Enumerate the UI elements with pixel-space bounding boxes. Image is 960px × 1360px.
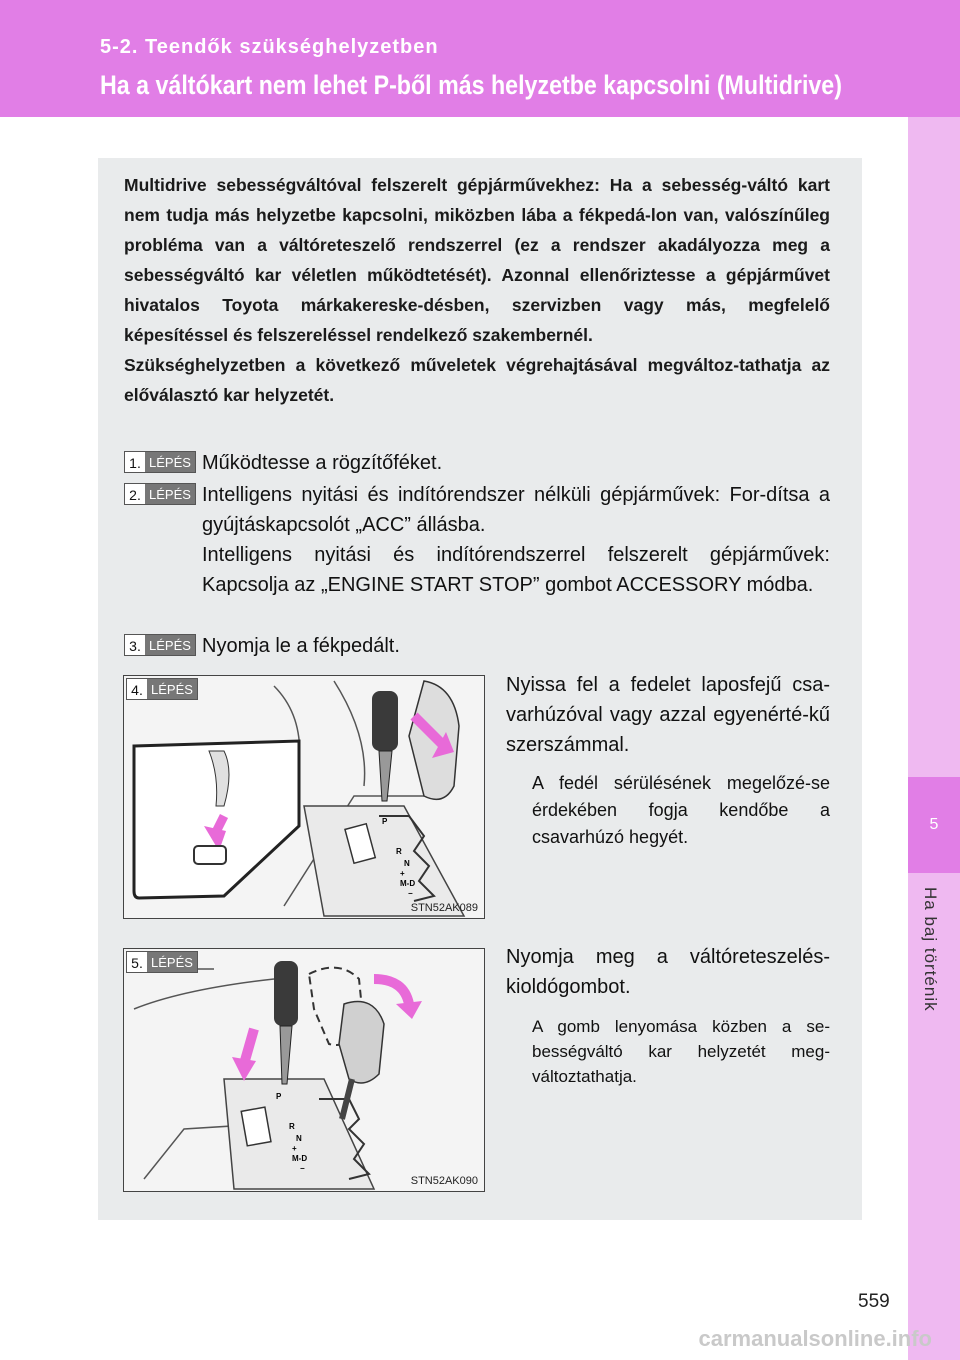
step-badge-word: LÉPÉS [147, 952, 197, 972]
gate-label-n: N [296, 1134, 302, 1143]
step-badge [124, 634, 196, 656]
step-badge-number: 2. [125, 484, 145, 504]
step-5-illustration [123, 948, 485, 1192]
step-badge-word: LÉPÉS [145, 635, 195, 655]
gate-label-n: N [404, 859, 410, 868]
step-5-note: A gomb lenyomása közben a se-bességváltó kar helyzetét meg-változtathatja. [532, 1017, 830, 1086]
step-5-text: Nyomja meg a váltóreteszelés-kioldógombot. [506, 946, 830, 998]
gate-label-md: M-D [400, 879, 416, 888]
step-badge-word: LÉPÉS [145, 452, 195, 472]
step-4-text: Nyissa fel a fedelet laposfejű csa-varhúzóval vagy azzal egyenérté-kű szerszámmal. [506, 674, 830, 756]
gate-label-minus: − [408, 889, 413, 898]
chapter-title: Ha baj történik [921, 887, 940, 1012]
figure-code: STN52AK090 [410, 1175, 478, 1187]
step-badge-number: 3. [125, 635, 145, 655]
step-badge-number: 4. [127, 679, 147, 699]
shift-release-drawing [124, 949, 485, 1192]
gate-label-r: R [289, 1122, 295, 1131]
chapter-number: 5 [908, 777, 960, 873]
intro-paragraph-2: Szükséghelyzetben a következő műveletek végrehajtásával megváltoz-tathatja az előválasztó kar helyzetét. [124, 355, 830, 405]
gate-label-r: R [396, 847, 402, 856]
step-text-2: Intelligens nyitási és indítórendszerrel felszerelt gépjárművek: Kapcsolja az „ENGINE START STOP” gombot ACCESSORY módba. [202, 544, 830, 596]
step-badge [124, 451, 196, 473]
step-badge-word: LÉPÉS [147, 679, 197, 699]
step-2 [124, 480, 830, 600]
step-badge [126, 678, 198, 700]
step-badge [126, 951, 198, 973]
gate-label-p: P [276, 1092, 282, 1101]
gate-label-minus: − [300, 1164, 305, 1173]
step-4-illustration [123, 675, 485, 919]
watermark[interactable]: carmanualsonline.info [698, 1326, 932, 1351]
shift-cover-drawing [124, 676, 485, 919]
page-number: 559 [858, 1291, 890, 1312]
step-badge [124, 483, 196, 505]
step-1 [124, 448, 830, 478]
figure-code: STN52AK089 [410, 902, 478, 914]
step-3 [124, 631, 830, 661]
gate-label-plus: + [400, 869, 405, 878]
gate-label-plus: + [292, 1144, 297, 1153]
section-heading: 5-2. Teendők szükséghelyzetben [100, 36, 439, 58]
page-header [0, 0, 960, 117]
chapter-side-tab[interactable] [908, 117, 960, 1360]
intro-text [124, 170, 830, 410]
step-text: Intelligens nyitási és indítórendszer nélküli gépjárművek: For-dítsa a gyújtáskapcsolót „ACC” állásba. [202, 484, 830, 536]
step-badge-number: 1. [125, 452, 145, 472]
step-badge-word: LÉPÉS [145, 484, 195, 504]
step-text: Működtesse a rögzítőféket. [202, 452, 443, 474]
page-title: Ha a váltókart nem lehet P-ből más helyzetbe kapcsolni (Multidrive) [100, 70, 842, 100]
intro-paragraph-1: Multidrive sebességváltóval felszerelt gépjárművekhez: Ha a sebesség-váltó kart nem tudja más helyzetbe kapcsolni, miközben lába a fékpedá-lon van, valószínűleg probléma van a váltóreteszelő rendszerrel (ez a rendszer akadályozza meg a sebességváltó kar véletlen működtetését). Azonnal ellenőriztesse a gépjárművet hivatalos Toyota márkakereske-désben, szervizben vagy más, megfelelő képesítéssel és felszereléssel rendelkező szakembernél. [124, 175, 830, 345]
gate-label-md: M-D [292, 1154, 308, 1163]
step-4-note: A fedél sérülésének megelőzé-se érdekében fogja kendőbe a csavarhúzó hegyét. [532, 773, 830, 847]
gate-label-p: P [382, 817, 388, 826]
step-badge-number: 5. [127, 952, 147, 972]
step-text: Nyomja le a fékpedált. [202, 635, 400, 657]
